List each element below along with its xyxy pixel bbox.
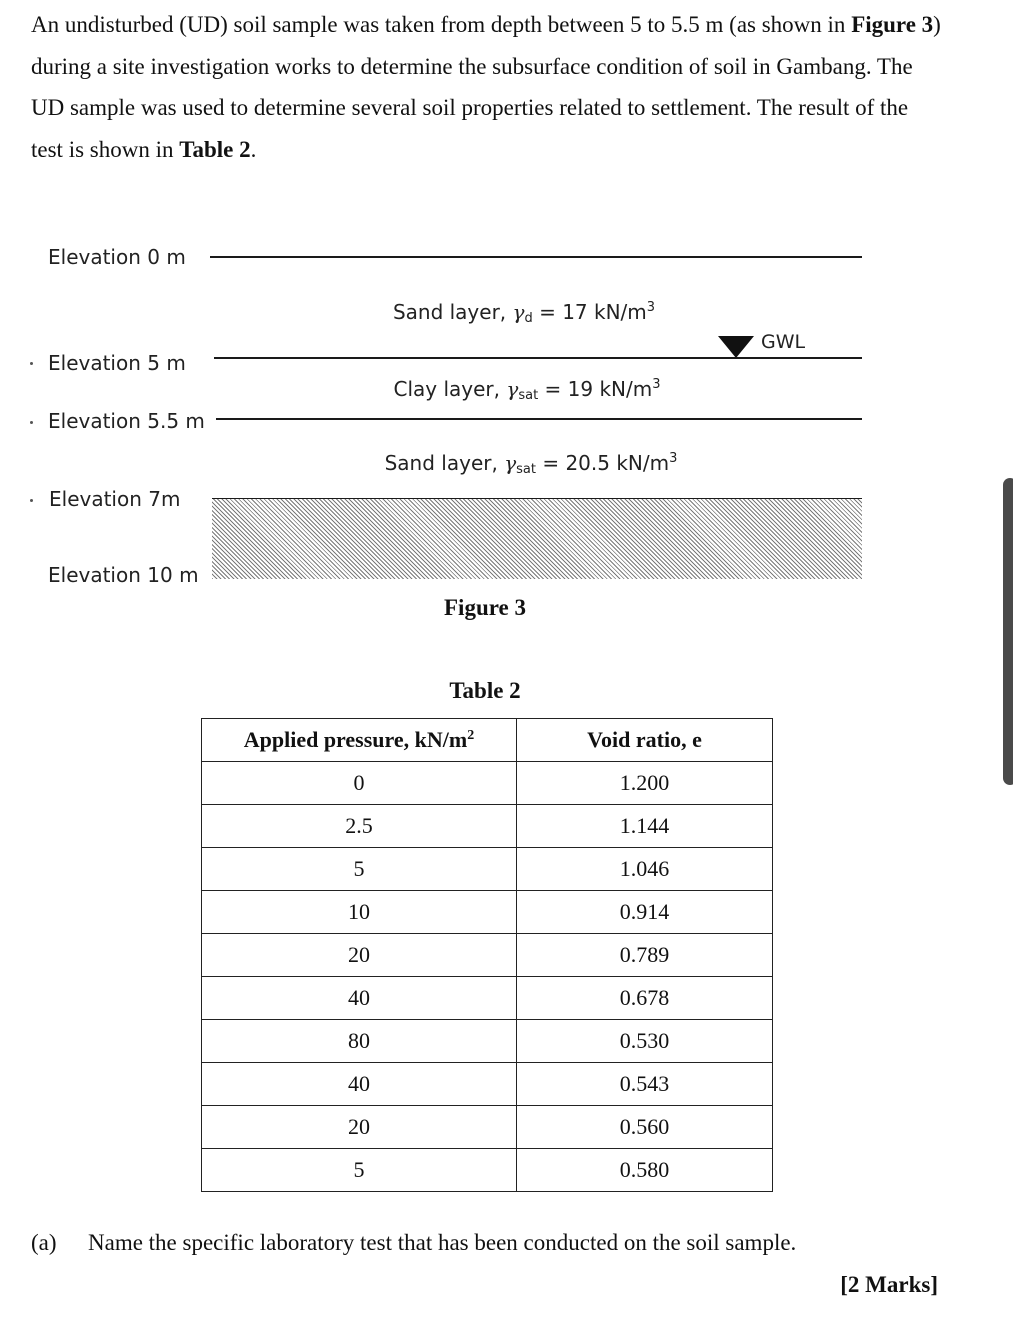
figure-caption: Figure 3 [444, 595, 526, 620]
intro-text-1: An undisturbed (UD) soil sample was taken from depth between 5 to 5.5 m (as shown in [31, 12, 852, 37]
table-row [202, 762, 773, 805]
gwl-marker-icon [718, 336, 754, 358]
elevation-0-label: Elevation 0 m [48, 245, 186, 269]
table-header-row [202, 719, 773, 762]
pressure-cell: 0 [202, 762, 517, 805]
clay-bottom-line [216, 418, 862, 420]
void-ratio-cell: 1.200 [517, 762, 773, 805]
header-applied-pressure: Applied pressure, $kN/m^2$ [202, 719, 517, 762]
pressure-cell: 80 [202, 1020, 517, 1063]
void-ratio-cell: 0.560 [517, 1106, 773, 1149]
clay-layer-label: Clay layer, $\gamma_{sat} = 19$ $kN/m^3$ [393, 377, 661, 403]
question-text: Name the specific laboratory test that has been conducted on the soil sample. [88, 1230, 797, 1255]
void-ratio-cell: 0.914 [517, 891, 773, 934]
bedrock-hatch [212, 499, 862, 579]
elevation-7-label: Elevation 7m [49, 487, 181, 511]
marks-label: [2 Marks] [840, 1272, 938, 1297]
question-letter: (a) [31, 1230, 57, 1255]
pressure-cell: 2.5 [202, 805, 517, 848]
pressure-cell: 10 [202, 891, 517, 934]
pressure-cell: 5 [202, 1149, 517, 1192]
table-row [202, 805, 773, 848]
elevation-10-label: Elevation 10 m [48, 563, 199, 587]
table-row [202, 1149, 773, 1192]
table-row [202, 1063, 773, 1106]
pressure-cell: 5 [202, 848, 517, 891]
bullet-dot [30, 499, 33, 502]
bullet-dot [30, 362, 33, 365]
void-ratio-cell: 0.530 [517, 1020, 773, 1063]
table-row [202, 848, 773, 891]
void-ratio-cell: 0.580 [517, 1149, 773, 1192]
void-ratio-cell: 0.678 [517, 977, 773, 1020]
elevation-5-label: Elevation 5 m [48, 351, 186, 375]
void-ratio-cell: 0.789 [517, 934, 773, 977]
pressure-cell: 40 [202, 1063, 517, 1106]
table-reference: Table 2 [179, 136, 251, 162]
page-scrollbar[interactable] [1003, 478, 1013, 785]
intro-text-3: . [250, 136, 257, 162]
table-row [202, 977, 773, 1020]
consolidation-table [201, 718, 773, 1192]
intro-text-2: ) during a site investigation works to determine the subsurface condition of soil in Gambang. The UD sample was used to determine several soil properties related to settlement. The result of the test is shown in [31, 12, 941, 162]
intro-paragraph [31, 4, 941, 170]
table-row [202, 934, 773, 977]
figure-reference: Figure 3 [851, 12, 934, 37]
table-caption: Table 2 [449, 678, 521, 703]
pressure-cell: 40 [202, 977, 517, 1020]
table-row [202, 1106, 773, 1149]
table-row [202, 1020, 773, 1063]
pressure-cell: 20 [202, 1106, 517, 1149]
sand-layer-top-label: Sand layer, $\gamma_d = 17$ $kN/m^3$ [392, 300, 656, 326]
ground-surface-line [210, 256, 862, 258]
gwl-label: GWL [761, 331, 806, 353]
void-ratio-cell: 1.144 [517, 805, 773, 848]
sand-layer-bottom-label: Sand layer, $\gamma_{sat} = 20.5$ $kN/m^3$ [384, 451, 678, 477]
void-ratio-cell: 1.046 [517, 848, 773, 891]
elevation-5-5-label: Elevation 5.5 m [48, 409, 205, 433]
table-row [202, 891, 773, 934]
pressure-cell: 20 [202, 934, 517, 977]
void-ratio-cell: 0.543 [517, 1063, 773, 1106]
header-void-ratio: Void ratio, e [517, 719, 773, 762]
clay-top-line [214, 357, 862, 359]
bullet-dot [30, 421, 33, 424]
